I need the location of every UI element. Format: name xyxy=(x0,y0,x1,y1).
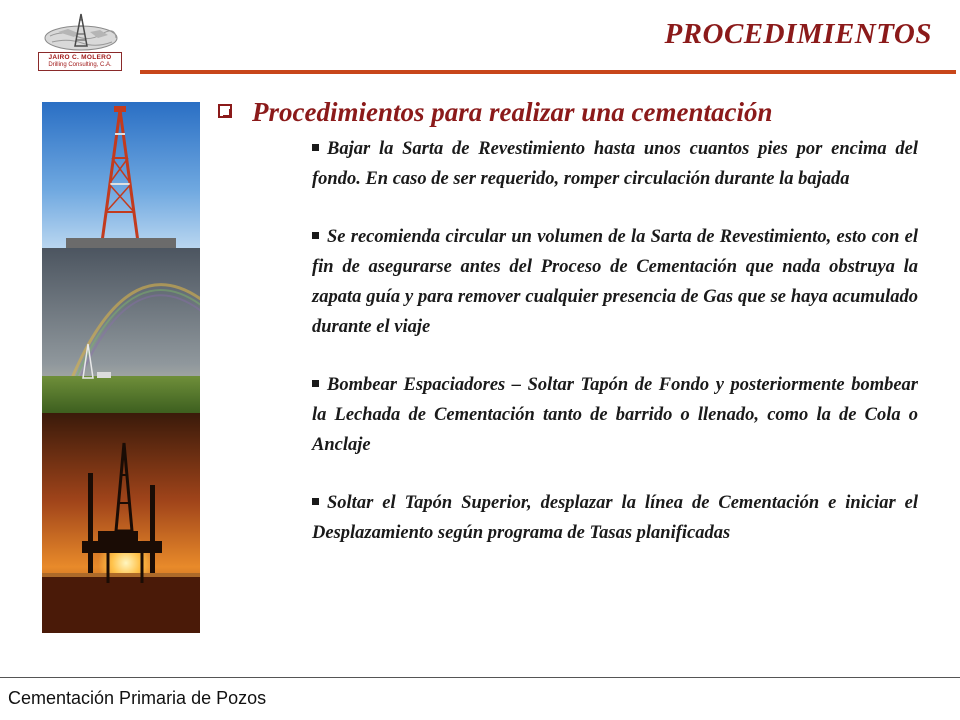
checkbox-bullet-icon xyxy=(218,104,232,118)
square-bullet-icon xyxy=(312,380,319,387)
list-item-text: Se recomienda circular un volumen de la Sarta de Revestimiento, esto con el fin de asegurarse antes del Proceso de Cementación que nada obstruya la zapata guía y para remover cualquier presencia de Gas que se haya acumulado durante el viaje xyxy=(312,227,918,337)
header-divider xyxy=(140,70,956,74)
drilling-rig-photo xyxy=(42,102,200,248)
rainbow-field-photo xyxy=(42,248,200,413)
photo-strip xyxy=(42,102,200,633)
square-bullet-icon xyxy=(312,498,319,505)
procedure-list xyxy=(312,134,918,576)
footer-divider xyxy=(0,677,960,678)
footer-title: Cementación Primaria de Pozos xyxy=(8,688,267,708)
list-item-text: Bombear Espaciadores – Soltar Tapón de Fondo y posteriormente bombear la Lechada de Cementación tanto de barrido o llenado, como la de Cola o Anclaje xyxy=(312,375,918,455)
list-item xyxy=(312,222,918,342)
company-logo xyxy=(38,12,124,72)
list-item xyxy=(312,134,918,194)
square-bullet-icon xyxy=(312,232,319,239)
logo-subtitle: Drilling Consulting, C.A. xyxy=(48,62,112,68)
offshore-rig-sunset-photo xyxy=(42,413,200,633)
logo-nameplate xyxy=(38,52,122,71)
page-title: PROCEDIMIENTOS xyxy=(664,18,932,50)
globe-rig-icon xyxy=(38,12,124,54)
square-bullet-icon xyxy=(312,144,319,151)
list-item-text: Bajar la Sarta de Revestimiento hasta unos cuantos pies por encima del fondo. En caso de ser requerido, romper circulación durante la bajada xyxy=(312,139,918,189)
section-title: Procedimientos para realizar una cementación xyxy=(252,97,773,127)
list-item-text: Soltar el Tapón Superior, desplazar la línea de Cementación e iniciar el Desplazamiento según programa de Tasas planificadas xyxy=(312,493,918,543)
list-item xyxy=(312,370,918,460)
logo-name: JAIRO C. MOLERO xyxy=(48,54,112,61)
list-item xyxy=(312,488,918,548)
